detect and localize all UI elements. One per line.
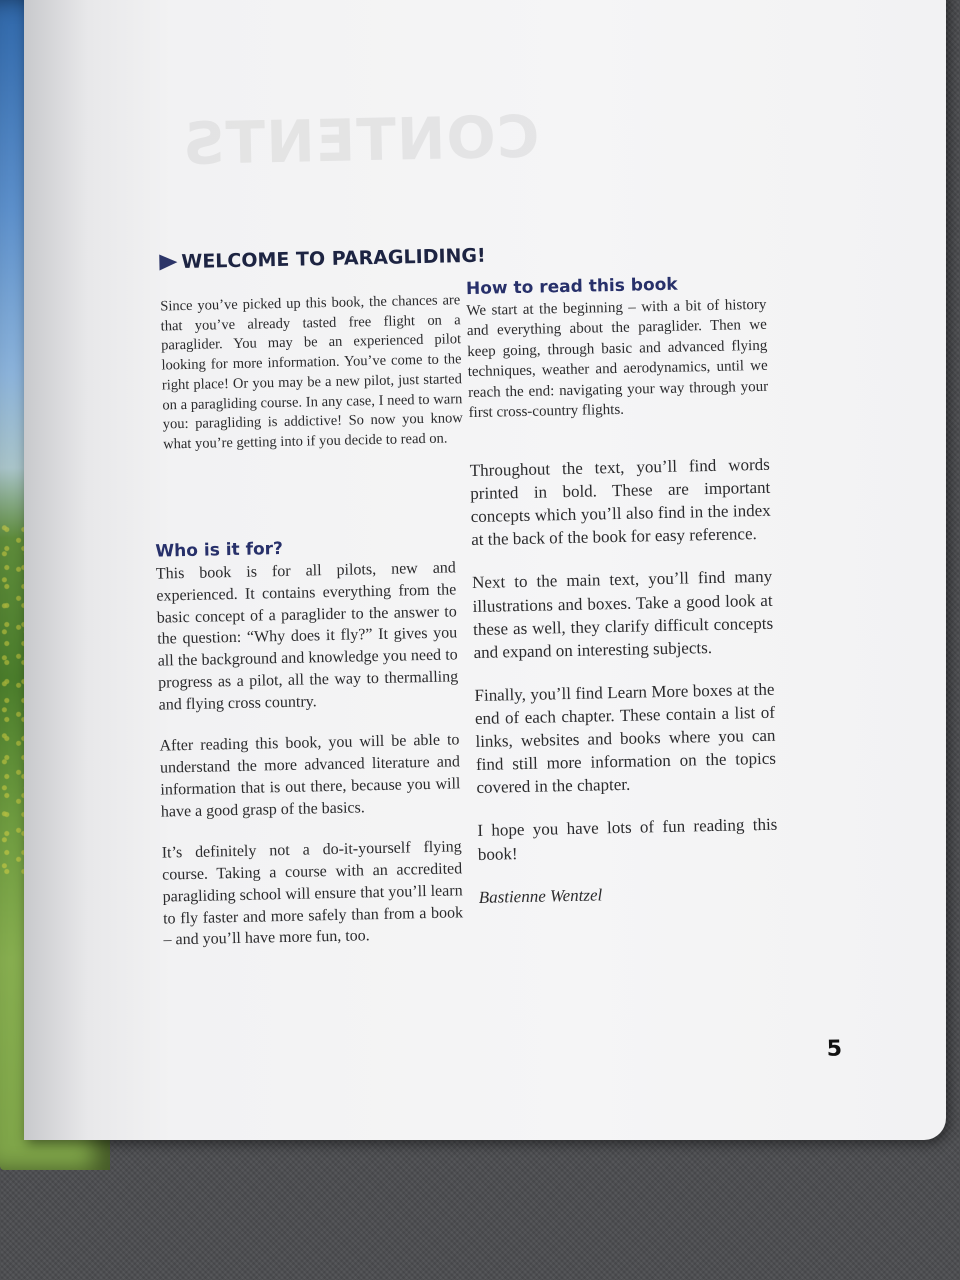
how-to-read-section	[466, 273, 769, 424]
how-to-read-continued	[470, 453, 779, 909]
who-paragraph-1: This book is for all pilots, new and experienced. It contains everything from the basic concept of a paraglider to the answer to the question: “Why does it fly?” It gives you all the background and knowledge you need to progress as a pilot, all the way to thermalling and flying cross country.	[155, 559, 459, 714]
how-paragraph-5: I hope you have lots of fun reading this book!	[477, 815, 778, 864]
how-to-read-title: How to read this book	[465, 274, 678, 300]
how-paragraph-1: We start at the beginning – with a bit of history and everything about the paraglider. Then we keep going, through basic and advanced flying techniques, weather and aerodynamics, until we reach the end: navigating your way through your first cross-country flights.	[466, 296, 769, 422]
intro-column	[160, 291, 463, 455]
who-is-it-for-section	[155, 535, 464, 951]
who-is-it-for-title: Who is it for?	[155, 538, 284, 562]
show-through-title: CONTENTS	[181, 102, 541, 178]
who-paragraph-2: After reading this book, you will be able to understand the more advanced literature and information that is out there, because you will have a good grasp of the basics.	[159, 731, 461, 821]
how-paragraph-4: Finally, you’ll find Learn More boxes at the end of each chapter. These contain a list of links, websites and books where you can find still more information on the topics covered in the chapter.	[474, 679, 777, 798]
how-paragraph-2: Throughout the text, you’ll find words printed in bold. These are important concepts which you’ll also find in the index at the back of the book for easy reference.	[469, 454, 771, 550]
page-heading	[159, 245, 486, 274]
arrow-right-icon	[159, 254, 177, 270]
author-signature: Bastienne Wentzel	[478, 885, 603, 907]
book-page	[24, 0, 946, 1140]
who-paragraph-3: It’s definitely not a do-it-yourself flying course. Taking a course with an accredited paragliding school will ensure that you’ll learn to fly faster and more safely than from a book – and you’ll have more fun, too.	[161, 838, 464, 949]
page-heading-text: WELCOME TO PARAGLIDING!	[181, 244, 486, 274]
how-paragraph-3: Next to the main text, you’ll find many illustrations and boxes. Take a good look at these as well, they clarify difficult concepts and expand on interesting subjects.	[471, 567, 774, 662]
page-content	[24, 0, 946, 1140]
intro-paragraph: Since you’ve picked up this book, the chances are that you’ve already tasted free flight on a paraglider. You may be an experienced pilot looking for more information. You’ve come to the right place! Or you may be a new pilot, just started on a paragliding course. In any case, I need to warn you: paragliding is addictive! So now you know what you’re getting into if you decide to read on.	[160, 292, 463, 453]
page-number: 5	[826, 1036, 843, 1062]
